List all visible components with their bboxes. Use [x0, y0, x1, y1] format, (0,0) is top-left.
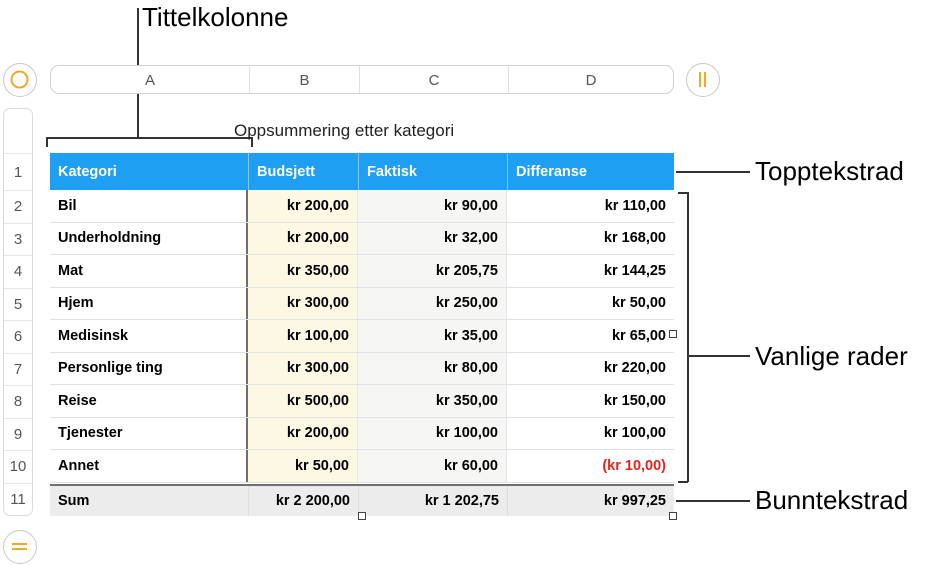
row-header-3[interactable]: 3 — [4, 223, 32, 256]
table-cell[interactable]: kr 205,75 — [358, 255, 507, 287]
add-column-button[interactable] — [686, 63, 720, 97]
table-row — [50, 418, 674, 451]
column-header-a[interactable]: A — [144, 72, 155, 89]
table-header-row — [50, 153, 674, 190]
row-header-1[interactable]: 1 — [4, 153, 32, 190]
table-cell[interactable]: kr 100,00 — [358, 418, 507, 450]
table-cell[interactable]: kr 100,00 — [507, 418, 674, 450]
table-cell[interactable]: kr 110,00 — [507, 190, 674, 222]
table-cell[interactable]: kr 150,00 — [507, 385, 674, 417]
row-header-11[interactable]: 11 — [4, 483, 32, 515]
table-title[interactable]: Oppsummering etter kategori — [234, 121, 455, 140]
resize-handle-right[interactable] — [669, 330, 677, 338]
table-row — [50, 353, 674, 386]
resize-handle-corner[interactable] — [669, 512, 677, 520]
table-cell[interactable]: kr 300,00 — [248, 288, 358, 320]
row-header-9[interactable]: 9 — [4, 418, 32, 451]
table-cell[interactable]: Tjenester — [50, 418, 248, 450]
callout-line-footer-row — [676, 500, 750, 502]
column-header-d[interactable]: D — [508, 66, 673, 93]
column-header-b[interactable]: B — [249, 66, 359, 93]
table-cell[interactable]: kr 100,00 — [248, 320, 358, 352]
add-row-button[interactable] — [3, 530, 37, 564]
row-header-strip — [3, 108, 33, 516]
table-cell[interactable]: Hjem — [50, 288, 248, 320]
double-bar-icon — [687, 64, 718, 95]
callout-footer-row: Bunntekstrad — [755, 485, 909, 515]
table-cell[interactable]: kr 50,00 — [507, 288, 674, 320]
table-cell[interactable]: kr 168,00 — [507, 223, 674, 255]
table-cell[interactable]: Reise — [50, 385, 248, 417]
table-row — [50, 255, 674, 288]
table-cell[interactable]: kr 32,00 — [358, 223, 507, 255]
equals-icon — [4, 531, 35, 562]
header-cell-budget[interactable]: Budsjett — [248, 153, 358, 190]
table-cell[interactable]: kr 500,00 — [248, 385, 358, 417]
header-cell-category[interactable]: Kategori — [58, 163, 117, 180]
table-row — [50, 385, 674, 418]
header-cell-actual[interactable]: Faktisk — [358, 153, 507, 190]
column-header-bar — [50, 65, 674, 94]
callout-bracket-top-tick — [678, 192, 688, 194]
table-row — [50, 223, 674, 256]
table-cell[interactable]: Medisinsk — [50, 320, 248, 352]
select-table-button[interactable] — [3, 63, 37, 97]
row-header-8[interactable]: 8 — [4, 385, 32, 418]
row-header-10[interactable]: 10 — [4, 450, 32, 483]
table-cell[interactable]: kr 200,00 — [248, 418, 358, 450]
table-cell-negative[interactable]: (kr 10,00) — [507, 450, 674, 482]
table-cell[interactable]: kr 350,00 — [358, 385, 507, 417]
table-row — [50, 320, 674, 353]
table-cell[interactable]: kr 350,00 — [248, 255, 358, 287]
row-header-blank — [4, 109, 32, 153]
table-row — [50, 288, 674, 321]
row-header-5[interactable]: 5 — [4, 288, 32, 321]
callout-line-body-rows — [688, 355, 750, 357]
callout-bracket-title-column — [46, 137, 252, 139]
footer-cell-actual-total[interactable]: kr 1 202,75 — [358, 486, 507, 516]
callout-bracket-left-tick — [46, 137, 48, 147]
circle-icon — [4, 64, 35, 95]
table-cell[interactable]: kr 200,00 — [248, 190, 358, 222]
callout-line-header-row — [676, 171, 750, 173]
table-cell[interactable]: kr 60,00 — [358, 450, 507, 482]
table-row — [50, 450, 674, 483]
callout-bracket-bottom-tick — [678, 481, 688, 483]
table-cell[interactable]: kr 50,00 — [248, 450, 358, 482]
table-cell[interactable]: Personlige ting — [50, 353, 248, 385]
table-cell[interactable]: Underholdning — [50, 223, 248, 255]
header-cell-difference[interactable]: Differanse — [507, 153, 674, 190]
table-cell[interactable]: kr 90,00 — [358, 190, 507, 222]
table-cell[interactable]: kr 250,00 — [358, 288, 507, 320]
table-cell[interactable]: Bil — [50, 190, 248, 222]
table-cell[interactable]: kr 65,00 — [507, 320, 674, 352]
table-cell[interactable]: kr 80,00 — [358, 353, 507, 385]
table-cell[interactable]: kr 144,25 — [507, 255, 674, 287]
table-cell[interactable]: kr 220,00 — [507, 353, 674, 385]
callout-bracket-body-rows — [687, 192, 689, 482]
row-header-4[interactable]: 4 — [4, 255, 32, 288]
footer-cell-sum-label[interactable]: Sum — [58, 493, 90, 509]
table-cell[interactable]: Mat — [50, 255, 248, 287]
table-cell[interactable]: Annet — [50, 450, 248, 482]
row-header-7[interactable]: 7 — [4, 353, 32, 386]
column-header-c[interactable]: C — [359, 66, 508, 93]
callout-title-column: Tittelkolonne — [142, 2, 289, 32]
callout-body-rows: Vanlige rader — [755, 341, 908, 371]
resize-handle-bottom[interactable] — [358, 512, 366, 520]
callout-header-row: Topptekstrad — [755, 156, 904, 186]
row-header-2[interactable]: 2 — [4, 190, 32, 223]
row-header-6[interactable]: 6 — [4, 320, 32, 353]
footer-cell-budget-total[interactable]: kr 2 200,00 — [248, 486, 358, 516]
table-cell[interactable]: kr 35,00 — [358, 320, 507, 352]
table-cell[interactable]: kr 300,00 — [248, 353, 358, 385]
footer-cell-difference-total[interactable]: kr 997,25 — [507, 486, 674, 516]
table-row — [50, 190, 674, 223]
table-cell[interactable]: kr 200,00 — [248, 223, 358, 255]
